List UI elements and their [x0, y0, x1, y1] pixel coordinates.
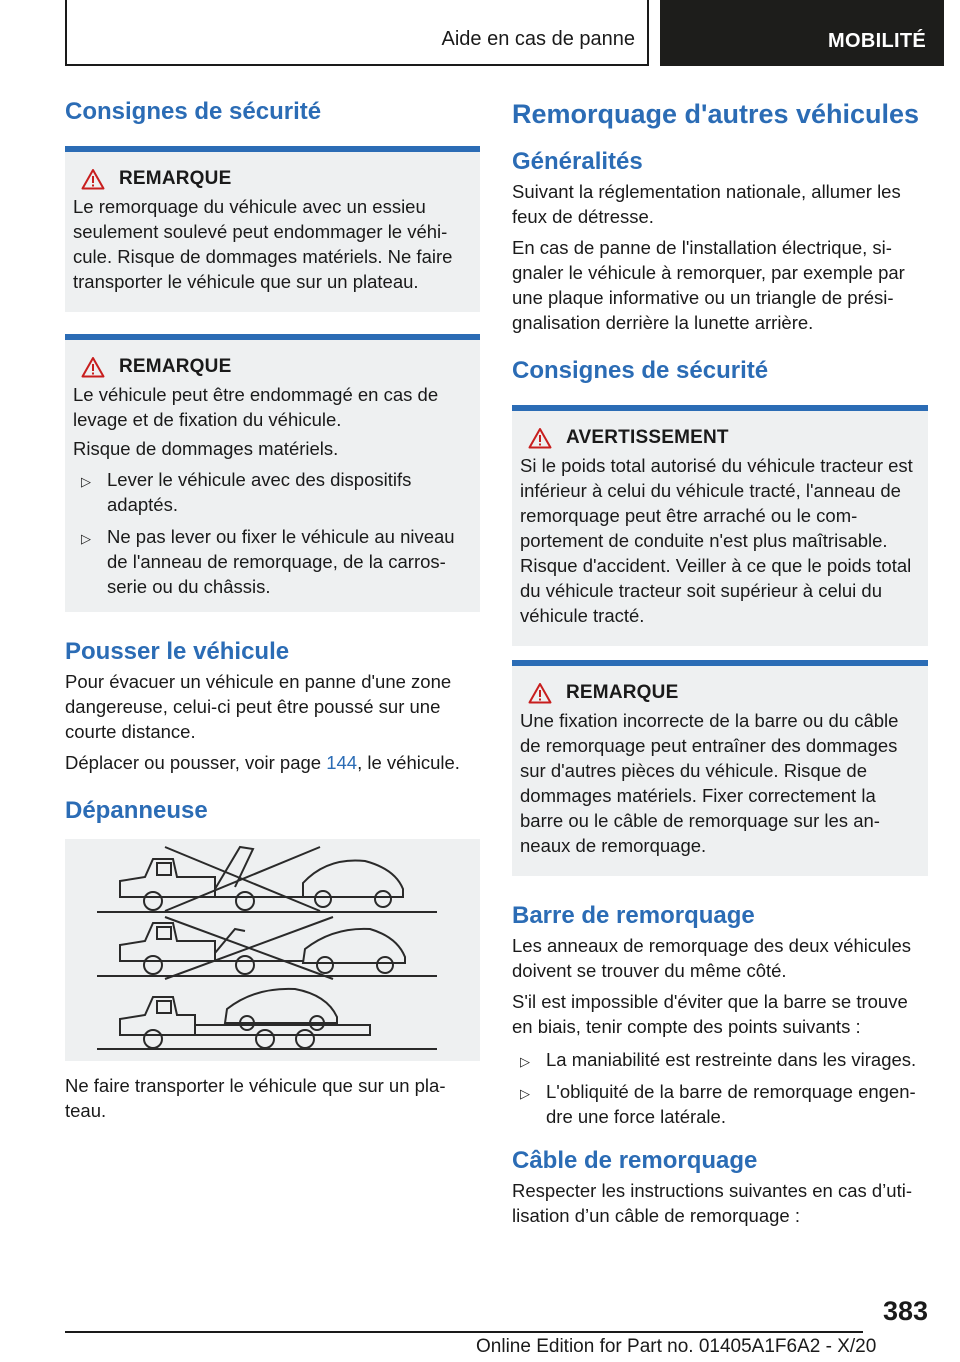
- footer-edition: Online Edition for Part no. 01405A1F6A2 - X/20: [476, 1336, 877, 1357]
- page-number: 383: [882, 1296, 928, 1326]
- triangle-bullet-icon: ▷: [81, 530, 91, 546]
- list-item: [512, 1047, 928, 1072]
- left-column: [65, 98, 480, 1123]
- tow-bar-list: [512, 1047, 928, 1129]
- triangle-bullet-icon: ▷: [520, 1085, 530, 1101]
- push-text-1: Pour évacuer un véhicule en panne d'une zone dangereuse, celui-ci peut être poussé sur une courte distance.: [65, 670, 452, 742]
- tow-truck-illustration: [65, 839, 480, 1061]
- note-box-1: [65, 146, 480, 312]
- header-section-tab: [65, 0, 649, 66]
- list-item: [73, 467, 472, 517]
- note-box-2-header: [81, 356, 472, 378]
- subsection-title-general: Généralités: [512, 148, 643, 176]
- subsection-title-tow-bar: Barre de remorquage: [512, 901, 755, 929]
- note-box-1-text: Le remorquage du véhicule avec un essieu seulement soulevé peut endommager le véhicule. Risque de dommages matériels. Ne faire transporter le véhicule que sur un plateau.: [73, 195, 453, 292]
- triangle-bullet-icon: ▷: [520, 1053, 530, 1069]
- warning-box: [512, 405, 928, 646]
- main-title-towing-others: Remorquage d'autres véhicules: [512, 99, 920, 129]
- triangle-bullet-icon: ▷: [81, 473, 91, 489]
- note-box-1-header: [81, 168, 472, 190]
- general-text-1: Suivant la réglementation nationale, allumer les feux de détresse.: [512, 181, 901, 228]
- note-box-2-text-2: Risque de dommages matériels.: [73, 437, 339, 459]
- list-item-text: Lever le véhicule avec des dispositifs adaptés.: [107, 468, 412, 515]
- list-item: [512, 1079, 928, 1129]
- section-title-tow-truck: Dépanneuse: [65, 796, 208, 824]
- header-chapter-tab: [660, 0, 944, 66]
- warning-box-text: Si le poids total autorisé du véhicule tracteur est inférieur à celui du véhicule tracté, l'anneau de remorquage peut être arraché ou le comportement de conduite n'est plus maîtrisable. Risque d'accident. Veiller à ce que le poids total du véhicule tracteur soit supérieur à celui du véhicule tracté.: [520, 454, 913, 626]
- push-text-2-b: , le véhicule.: [357, 751, 460, 773]
- list-item-text: La maniabilité est restreinte dans les virages.: [546, 1048, 917, 1070]
- page-link[interactable]: 144: [326, 751, 358, 773]
- warning-box-label: AVERTISSEMENT: [566, 426, 729, 448]
- header-section-label: Aide en cas de panne: [441, 28, 635, 50]
- header-chapter-label: MOBILITÉ: [828, 30, 926, 52]
- right-column: [512, 98, 928, 1228]
- tow-bar-text-2: S'il est impossible d'éviter que la barre se trouve en biais, tenir compte des points suivants :: [512, 990, 908, 1037]
- note-box-3-header: [528, 682, 920, 704]
- warning-icon: [81, 356, 105, 378]
- list-item-text: L'obliquité de la barre de remorquage engendre une force latérale.: [546, 1080, 916, 1127]
- tow-rope-text: Respecter les instructions suivantes en cas d’utilisation d’un câble de remorquage :: [512, 1179, 913, 1226]
- warning-icon: [81, 168, 105, 190]
- warning-icon: [528, 682, 552, 704]
- footer-divider: [65, 1331, 863, 1333]
- tow-truck-drawing: [65, 839, 480, 1061]
- note-box-2: [65, 334, 480, 612]
- note-box-2-text-1: Le véhicule peut être endommagé en cas de levage et de fixation du véhicule.: [73, 383, 439, 430]
- subsection-title-safety: Consignes de sécurité: [512, 357, 769, 385]
- note-box-2-list: [73, 467, 472, 599]
- push-text-2-a: Déplacer ou pousser, voir page: [65, 751, 327, 773]
- note-box-3-text: Une fixation incorrecte de la barre ou du câble de remorquage peut entraîner des dommages sur d'autres pièces du véhicule. Risque de dommages matériels. Fixer correctement la barre ou le câble de remorquage sur les anneaux de remorquage.: [520, 709, 899, 856]
- note-box-3-label: REMARQUE: [566, 681, 679, 703]
- tow-bar-text-1: Les anneaux de remorquage des deux véhicules doivent se trouver du même côté.: [512, 934, 912, 981]
- list-item-text: Ne pas lever ou fixer le véhicule au niveau de l'anneau de remorquage, de la carrosserie ou du châssis.: [107, 525, 455, 597]
- section-title-push: Pousser le véhicule: [65, 637, 290, 665]
- push-text-2: [65, 750, 480, 775]
- subsection-title-tow-rope: Câble de remorquage: [512, 1146, 758, 1174]
- warning-box-header: [528, 427, 920, 449]
- figure-caption: Ne faire transporter le véhicule que sur un plateau.: [65, 1075, 446, 1122]
- section-title-safety: Consignes de sécurité: [65, 98, 322, 125]
- list-item: [73, 524, 472, 599]
- note-box-1-label: REMARQUE: [119, 167, 232, 189]
- note-box-2-label: REMARQUE: [119, 355, 232, 377]
- warning-icon: [528, 427, 552, 449]
- note-box-3: [512, 660, 928, 876]
- general-text-2: En cas de panne de l'installation électrique, signaler le véhicule à remorquer, par exemple par une plaque informative ou un triangle de présignalisation derrière la lunette arrière.: [512, 237, 905, 334]
